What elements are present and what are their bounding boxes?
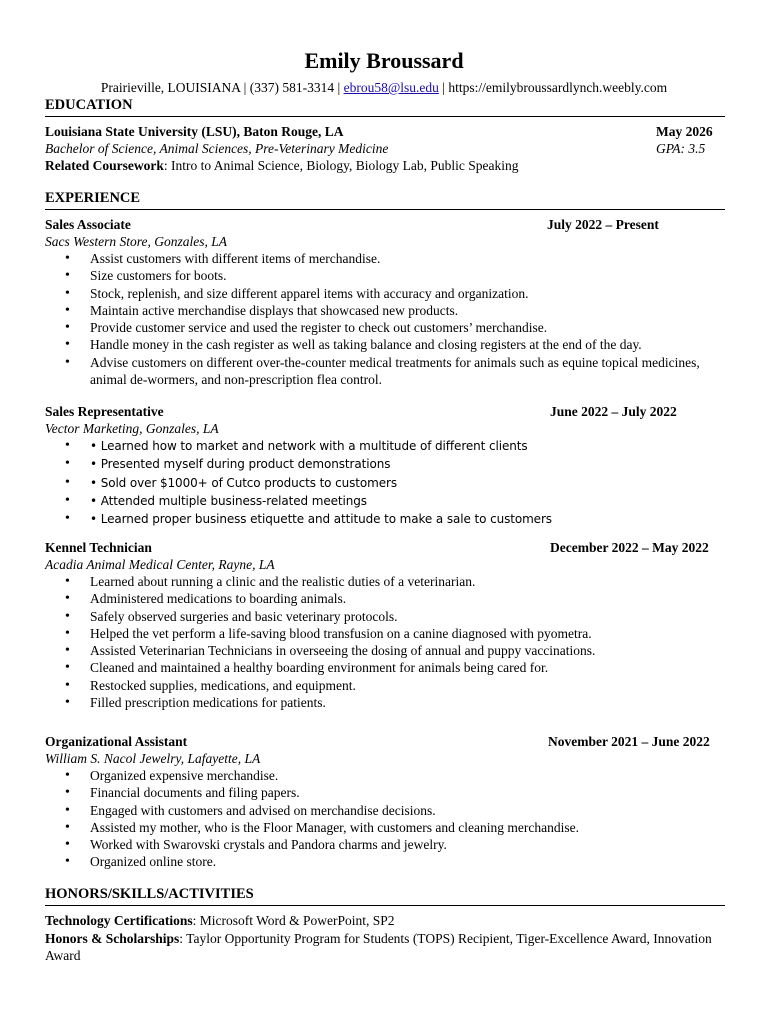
bullet-item: • Learned about running a clinic and the realistic duties of a veterinarian.: [45, 573, 725, 590]
honors-divider: [45, 905, 725, 906]
education-divider: [45, 116, 725, 117]
bullet-text: • Presented myself during product demonstrations: [90, 457, 391, 472]
technology-certifications: [45, 912, 725, 929]
job-title: Sales Representative: [45, 404, 164, 419]
degree: Bachelor of Science, Animal Sciences, Pre-Veterinary Medicine: [45, 141, 389, 156]
bullet-item: • Financial documents and filing papers.: [45, 784, 725, 801]
job-bullets: [45, 573, 725, 711]
bullet-item: • Organized expensive merchandise.: [45, 767, 725, 784]
job-company-row: [45, 420, 725, 437]
bullet-item: • Helped the vet perform a life-saving blood transfusion on a canine diagnosed with pyometra.: [45, 625, 725, 642]
job-bullets: [45, 250, 725, 388]
education-degree-row: [45, 140, 725, 157]
bullet-text: • Sold over $1000+ of Cutco products to customers: [90, 475, 398, 490]
job-header: [45, 216, 725, 233]
email-link[interactable]: ebrou58@lsu.edu: [343, 80, 439, 95]
job-dates: June 2022 – July 2022: [550, 404, 677, 419]
job-bullets: [45, 437, 725, 528]
bullet-item: • Filled prescription medications for patients.: [45, 694, 725, 711]
bullet-item: [45, 474, 725, 492]
coursework-label: Related Coursework: [45, 158, 164, 173]
job-dates: November 2021 – June 2022: [548, 734, 710, 749]
job-header: [45, 733, 725, 750]
job-bullets: [45, 767, 725, 871]
contact-website: | https://emilybroussardlynch.weebly.com: [438, 80, 668, 95]
candidate-name: Emily Broussard: [304, 48, 464, 73]
tech-label: Technology Certifications: [45, 913, 193, 928]
school-name: Louisiana State University (LSU), Baton Rouge, LA: [45, 124, 344, 139]
bullet-item: • Cleaned and maintained a healthy boarding environment for animals being cared for.: [45, 659, 725, 676]
honors-heading: HONORS/SKILLS/ACTIVITIES: [45, 886, 254, 902]
honors-label: Honors & Scholarships: [45, 931, 180, 946]
job-company: Vector Marketing, Gonzales, LA: [45, 421, 219, 436]
education-heading: EDUCATION: [45, 97, 133, 113]
job-title: Sales Associate: [45, 217, 131, 232]
job-company: William S. Nacol Jewelry, Lafayette, LA: [45, 751, 261, 766]
job-title: Organizational Assistant: [45, 734, 188, 749]
bullet-item: • Advise customers on different over-the-counter medical treatments for animals such as equine topical medicines, animal de-wormers, and non-prescription flea control.: [45, 354, 725, 389]
bullet-item: • Organized online store.: [45, 853, 725, 870]
bullet-item: • Assist customers with different items of merchandise.: [45, 250, 725, 267]
job-title: Kennel Technician: [45, 540, 152, 555]
bullet-text: • Attended multiple business-related meetings: [90, 493, 367, 508]
bullet-item: • Maintain active merchandise displays that showcased new products.: [45, 302, 725, 319]
bullet-item: [45, 455, 725, 473]
bullet-item: • Size customers for boots.: [45, 267, 725, 284]
job-dates: December 2022 – May 2022: [550, 540, 709, 555]
job-company-row: [45, 233, 725, 250]
bullet-item: • Assisted Veterinarian Technicians in overseeing the dosing of annual and puppy vaccinations.: [45, 642, 725, 659]
bullet-item: • Safely observed surgeries and basic veterinary protocols.: [45, 608, 725, 625]
bullet-item: • Handle money in the cash register as well as taking balance and closing registers at the end of the day.: [45, 336, 725, 353]
job-dates: July 2022 – Present: [547, 217, 659, 232]
bullet-item: • Stock, replenish, and size different apparel items with accuracy and organization.: [45, 285, 725, 302]
bullet-item: • Engaged with customers and advised on merchandise decisions.: [45, 802, 725, 819]
honors-text: : Taylor Opportunity Program for Students (TOPS) Recipient, Tiger-Excellence Award, Innovation Award: [45, 931, 712, 963]
tech-text: : Microsoft Word & PowerPoint, SP2: [192, 913, 395, 928]
experience-heading: EXPERIENCE: [45, 190, 141, 206]
coursework-text: : Intro to Animal Science, Biology, Biology Lab, Public Speaking: [163, 158, 519, 173]
contact-line: [0, 80, 768, 96]
bullet-item: [45, 510, 725, 528]
education-school-row: [45, 123, 725, 140]
bullet-text: • Learned how to market and network with a multitude of different clients: [90, 439, 528, 453]
bullet-text: • Learned proper business etiquette and attitude to make a sale to customers: [90, 512, 552, 527]
bullet-item: • Restocked supplies, medications, and equipment.: [45, 677, 725, 694]
job-company-row: [45, 556, 725, 573]
job-company: Acadia Animal Medical Center, Rayne, LA: [45, 557, 275, 572]
job-company: Sacs Western Store, Gonzales, LA: [45, 234, 227, 249]
bullet-item: • Assisted my mother, who is the Floor Manager, with customers and cleaning merchandise.: [45, 819, 725, 836]
job-header: [45, 403, 725, 420]
job-company-row: [45, 750, 725, 767]
experience-divider: [45, 209, 725, 210]
coursework-row: [45, 157, 725, 174]
bullet-item: • Administered medications to boarding animals.: [45, 590, 725, 607]
job-header: [45, 539, 725, 556]
honors-scholarships: [45, 930, 725, 964]
contact-location-phone: Prairieville, LOUISIANA | (337) 581-3314 |: [100, 80, 344, 95]
graduation-date: May 2026: [656, 124, 713, 139]
bullet-item: • Worked with Swarovski crystals and Pandora charms and jewelry.: [45, 836, 725, 853]
bullet-item: [45, 437, 725, 455]
bullet-item: • Provide customer service and used the register to check out customers’ merchandise.: [45, 319, 725, 336]
gpa: GPA: 3.5: [656, 141, 706, 156]
bullet-item: [45, 492, 725, 510]
